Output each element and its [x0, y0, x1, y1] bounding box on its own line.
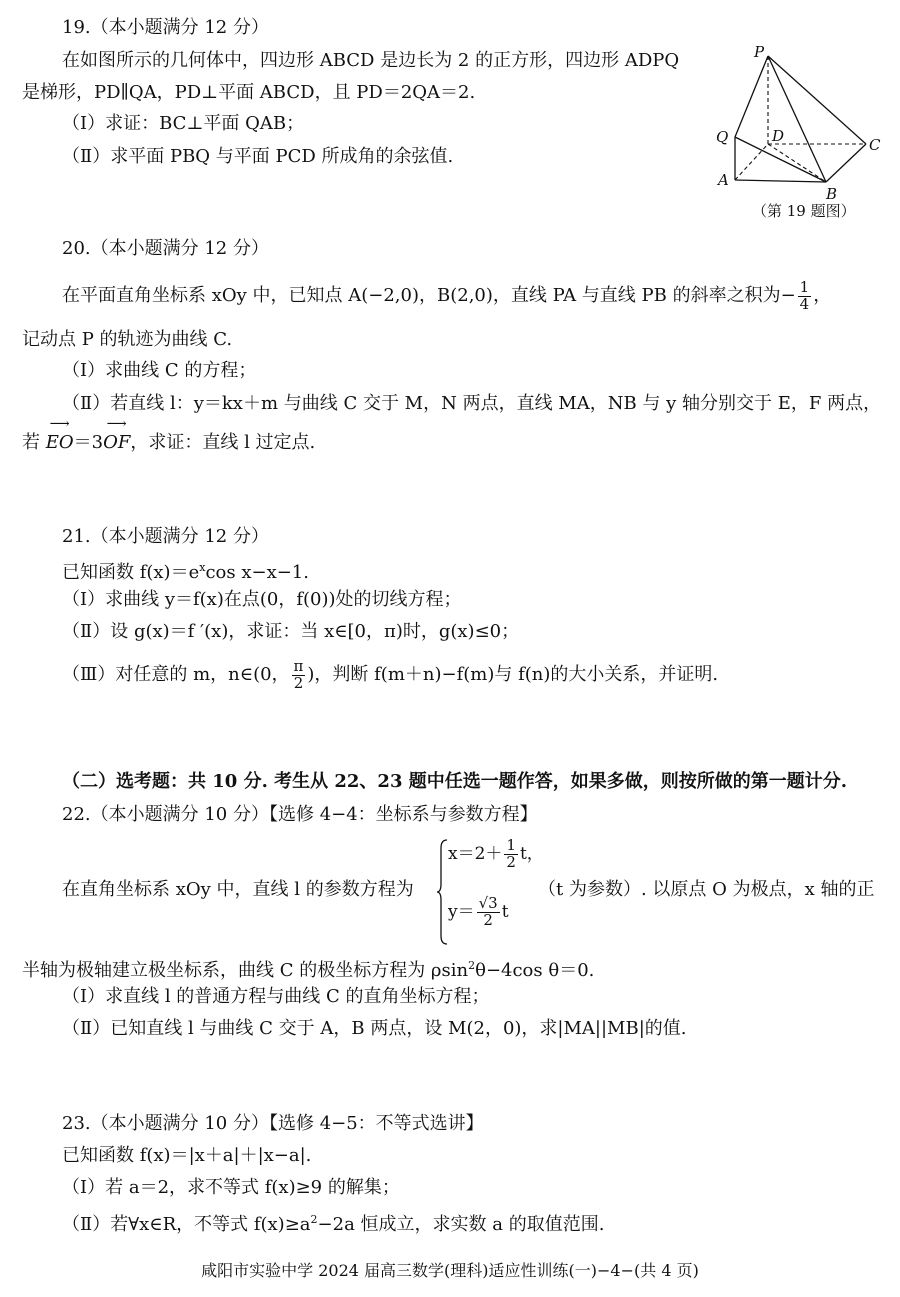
q22-eq-y-pre: y＝	[448, 901, 475, 922]
q22-eq-x-pre: x＝2＋	[448, 843, 503, 864]
q23-exponent: 2	[310, 1213, 318, 1226]
q19-part-2: （Ⅱ）求平面 PBQ 与平面 PCD 所成角的余弦值.	[62, 146, 454, 167]
q21-part-2: （Ⅱ）设 g(x)＝f ′(x)，求证：当 x∈[0，π)时，g(x)≤0；	[62, 621, 520, 642]
q21-part-1: （Ⅰ）求曲线 y＝f(x)在点(0，f(0))处的切线方程；	[62, 589, 462, 610]
q21-func-post: cos x−x−1.	[205, 562, 309, 583]
q22-line-2-post: θ−4cos θ＝0.	[475, 960, 595, 981]
vector-OF: ⟶ OF	[103, 431, 130, 455]
q20-part-2: （Ⅱ）若直线 l：y＝kx＋m 与曲线 C 交于 M，N 两点，直线 MA，NB 与 y 轴分别交于 E，F 两点，	[62, 393, 882, 414]
q22-eq-x-fraction	[504, 838, 518, 871]
q20-line-5-mid: ＝3	[73, 432, 104, 453]
q22-eq-y-num: √3	[478, 894, 498, 912]
label-A: A	[718, 171, 729, 189]
q23-part-1: （Ⅰ）若 a＝2，求不等式 f(x)≥9 的解集；	[62, 1177, 400, 1198]
q21-frac-den: 2	[293, 673, 304, 692]
q22-equation-y	[448, 896, 509, 929]
label-Q: Q	[716, 128, 729, 146]
q23-part-2-pre: （Ⅱ）若∀x∈R，不等式 f(x)≥a	[62, 1214, 311, 1235]
q20-frac-num: 1	[799, 277, 810, 296]
pyramid-diagram	[708, 44, 888, 204]
q19-part-1: （Ⅰ）求证：BC⊥平面 QAB；	[62, 113, 305, 134]
edge-PQ	[735, 56, 768, 137]
q23-line-1: 已知函数 f(x)＝|x＋a|＋|x−a|.	[62, 1145, 312, 1166]
section-2-title: （二）选考题：共 10 分. 考生从 22、23 题中任选一题作答，如果多做，则按所做的第一题计分.	[62, 771, 848, 792]
label-B: B	[826, 185, 838, 203]
q20-line-5-pre: 若	[22, 432, 46, 453]
q23-heading: 23.（本小题满分 10 分）【选修 4−5：不等式选讲】	[62, 1113, 484, 1134]
q19-line-1: 在如图所示的几何体中，四边形 ABCD 是边长为 2 的正方形，四边形 ADPQ	[62, 50, 680, 71]
q23-part-2	[62, 1208, 604, 1237]
label-P: P	[754, 44, 765, 61]
q20-fraction	[798, 277, 812, 313]
q21-frac-num: π	[293, 656, 304, 675]
q20-line-1	[62, 276, 831, 316]
q21-exponent: x	[199, 561, 206, 574]
q22-exponent: 2	[468, 959, 476, 972]
q19-line-2: 是梯形，PD∥QA，PD⊥平面 ABCD，且 PD＝2QA＝2.	[22, 82, 476, 103]
q20-line-1-tail: ，	[813, 285, 832, 306]
edge-AD	[735, 144, 768, 180]
page-footer: 咸阳市实验中学 2024 届高三数学(理科)适应性训练(一)−4−(共 4 页)	[201, 1261, 699, 1280]
q22-part-2: （Ⅱ）已知直线 l 与曲线 C 交于 A，B 两点，设 M(2，0)，求|MA||MB|的值.	[62, 1018, 687, 1039]
q22-eq-x-post: t，	[519, 843, 544, 864]
q22-eq-x-num: 1	[506, 836, 516, 854]
q22-eq-x-den: 2	[506, 852, 516, 871]
q20-line-5	[22, 431, 315, 455]
q20-frac-den: 4	[799, 294, 810, 313]
edge-PB	[768, 56, 826, 182]
q20-line-2: 记动点 P 的轨迹为曲线 C.	[22, 329, 233, 350]
q22-eq-y-fraction	[477, 896, 500, 929]
edge-BC	[826, 144, 866, 182]
vector-EO: ⟶ EO	[46, 431, 74, 455]
q22-eq-y-post: t	[501, 901, 509, 922]
q22-equation-x	[448, 838, 544, 871]
q21-func-pre: 已知函数 f(x)＝e	[62, 562, 200, 583]
q21-heading: 21.（本小题满分 12 分）	[62, 526, 269, 547]
label-D: D	[772, 127, 785, 145]
edge-AB	[735, 180, 826, 182]
q21-part-3-pre: （Ⅲ）对任意的 m，n∈(0，	[62, 664, 290, 685]
q22-heading: 22.（本小题满分 10 分）【选修 4−4：坐标系与参数方程】	[62, 804, 538, 825]
label-C: C	[869, 136, 881, 154]
q20-line-1-text: 在平面直角坐标系 xOy 中，已知点 A(−2,0)，B(2,0)，直线 PA 与直线 PB 的斜率之积为−	[62, 285, 796, 306]
q23-part-2-post: −2a 恒成立，求实数 a 的取值范围.	[317, 1214, 605, 1235]
q19-heading: 19.（本小题满分 12 分）	[62, 17, 269, 38]
q22-part-1: （Ⅰ）求直线 l 的普通方程与曲线 C 的直角坐标方程；	[62, 986, 490, 1007]
q21-fraction	[292, 656, 306, 692]
q22-line-2	[22, 954, 594, 983]
q22-line-1-pre: 在直角坐标系 xOy 中，直线 l 的参数方程为	[62, 879, 414, 900]
q20-line-5-post: ，求证：直线 l 过定点.	[130, 432, 316, 453]
q21-part-3	[62, 655, 718, 695]
q21-line-1	[62, 556, 309, 585]
q20-part-1: （Ⅰ）求曲线 C 的方程；	[62, 360, 257, 381]
q22-line-1-post: （t 为参数）. 以原点 O 为极点，x 轴的正	[538, 879, 875, 900]
q19-geometry-figure	[708, 44, 888, 226]
q19-figure-caption: （第 19 题图）	[752, 202, 856, 220]
q22-eq-y-den: 2	[483, 910, 493, 929]
q20-heading: 20.（本小题满分 12 分）	[62, 238, 269, 259]
q21-part-3-post: )，判断 f(m＋n)−f(m)与 f(n)的大小关系，并证明.	[307, 664, 719, 685]
q22-line-2-pre: 半轴为极轴建立极坐标系，曲线 C 的极坐标方程为 ρsin	[22, 960, 469, 981]
